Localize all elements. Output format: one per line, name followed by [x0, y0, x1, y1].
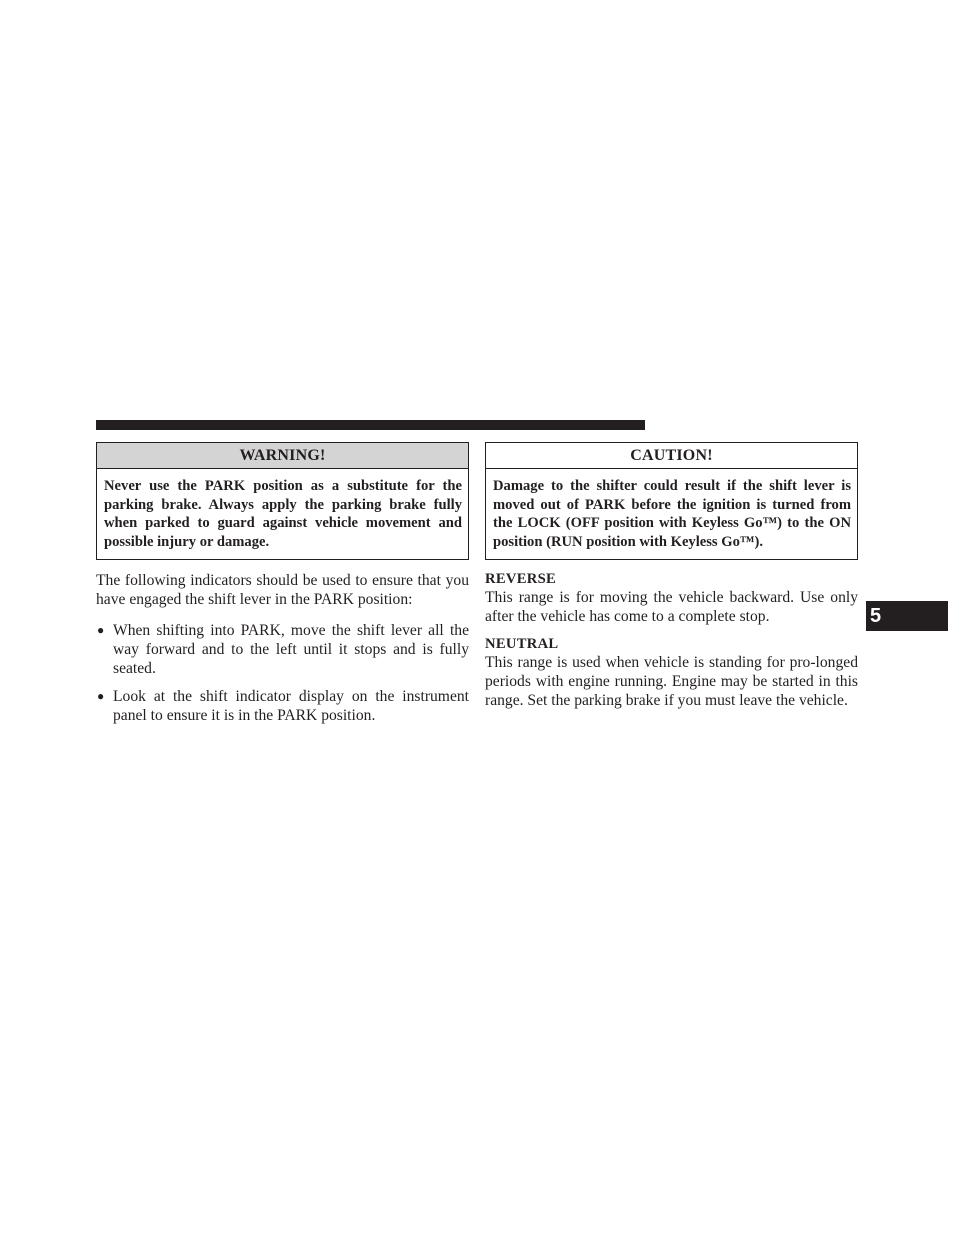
list-item	[96, 621, 469, 678]
warning-title: WARNING!	[97, 443, 468, 469]
list-item-text: Look at the shift indicator display on the instrument panel to ensure it is in the PARK position.	[113, 687, 469, 724]
section-top-rule	[96, 420, 645, 430]
park-indicators-list	[96, 621, 469, 725]
neutral-heading: NEUTRAL	[485, 635, 559, 652]
neutral-text: This range is used when vehicle is standing for pro-longed periods with engine running. Engine may be started in this range. Set the parking brake if you must leave the vehicle.	[485, 653, 858, 709]
warning-text: Never use the PARK position as a substitute for the parking brake. Always apply the parking brake fully when parked to guard against vehicle movement and possible injury or damage.	[104, 478, 462, 551]
left-column	[96, 442, 469, 734]
caution-text: Damage to the shifter could result if the shift lever is moved out of PARK before the ignition is turned from the LOCK (OFF position with Keyless Go™) to the ON position (RUN position with Keyless Go™).	[493, 478, 851, 551]
list-item-text: When shifting into PARK, move the shift lever all the way forward and to the left until it stops and is fully seated.	[113, 621, 469, 677]
caution-title: CAUTION!	[486, 443, 857, 469]
chapter-tab: 5	[866, 601, 948, 631]
reverse-text: This range is for moving the vehicle backward. Use only after the vehicle has come to a complete stop.	[485, 588, 858, 625]
right-column	[485, 442, 858, 710]
caution-box	[485, 442, 858, 560]
bullet-icon: ●	[97, 622, 105, 637]
list-item	[96, 687, 469, 725]
warning-box	[96, 442, 469, 560]
reverse-heading: REVERSE	[485, 570, 557, 587]
park-indicators-intro: The following indicators should be used to ensure that you have engaged the shift lever in the PARK position:	[96, 571, 469, 608]
bullet-icon: ●	[97, 688, 105, 703]
